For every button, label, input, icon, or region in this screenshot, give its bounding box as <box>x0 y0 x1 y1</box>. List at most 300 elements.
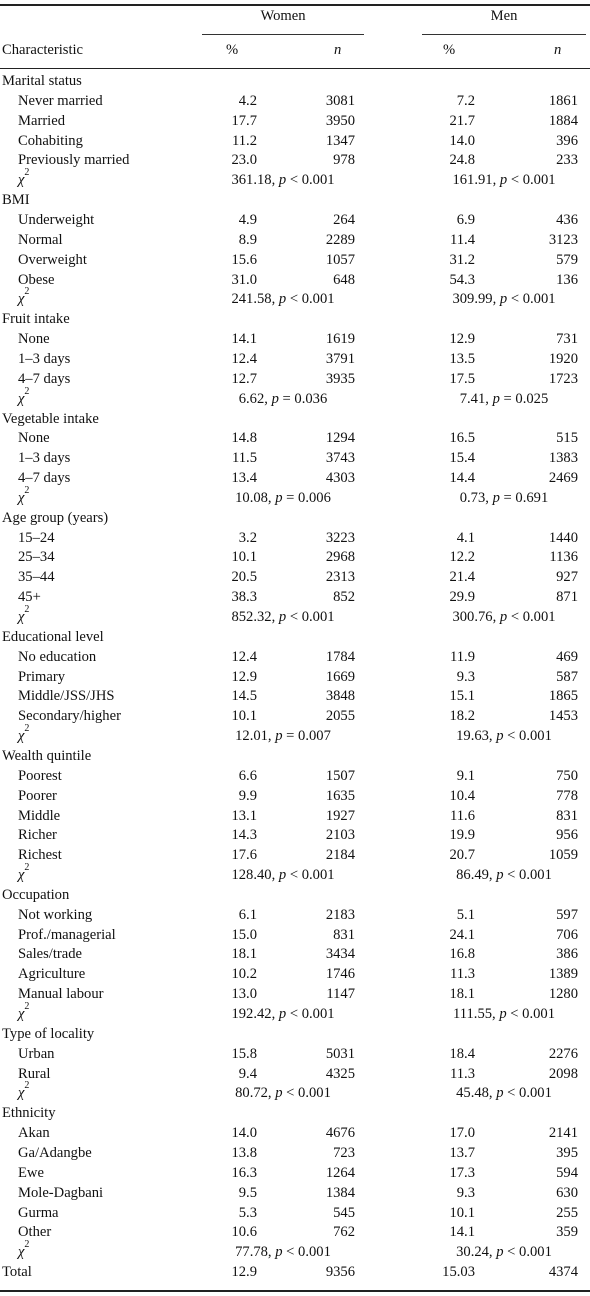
table-row <box>0 786 590 806</box>
table-row <box>0 270 590 290</box>
women-percent-cell: 38.3 <box>231 589 257 606</box>
men-n-cell: 3123 <box>548 231 578 248</box>
chi-square-symbol <box>18 286 30 309</box>
men-percent-cell: 20.7 <box>449 847 475 864</box>
men-percent-cell: 10.1 <box>449 1204 475 1221</box>
women-chi-square-stat: 80.72, p < 0.001 <box>235 1085 331 1102</box>
category-label: Type of locality <box>2 1025 95 1042</box>
women-chi-square-stat: 10.08, p = 0.006 <box>235 489 331 506</box>
men-n-cell: 2098 <box>548 1065 578 1082</box>
women-percent-cell: 9.9 <box>238 787 257 804</box>
men-percent-cell: 9.1 <box>456 767 475 784</box>
category-label: Fruit intake <box>2 311 70 328</box>
women-n-cell: 1264 <box>325 1164 355 1181</box>
chi-square-row <box>0 862 590 885</box>
men-percent-cell: 24.1 <box>449 926 475 943</box>
men-n-cell: 630 <box>556 1184 578 1201</box>
men-percent-cell: 18.4 <box>449 1045 475 1062</box>
table-row <box>0 944 590 964</box>
category-label: Vegetable intake <box>2 410 99 427</box>
men-n-cell: 594 <box>556 1164 578 1181</box>
row-label: Rural <box>18 1065 51 1082</box>
chi-square-row <box>0 1001 590 1024</box>
women-percent-cell: 14.5 <box>231 688 257 705</box>
chi-square-row <box>0 484 590 508</box>
row-label: Poorest <box>18 767 62 784</box>
table-row <box>0 150 590 170</box>
row-label: Never married <box>18 92 103 109</box>
row-label: Secondary/higher <box>18 708 121 725</box>
men-percent-cell: 12.9 <box>449 331 475 348</box>
men-percent-cell: 31.2 <box>449 251 475 268</box>
men-n-cell: 706 <box>556 926 578 943</box>
men-chi-square-stat: 19.63, p < 0.001 <box>456 728 552 745</box>
men-chi-square-stat: 7.41, p = 0.025 <box>459 390 549 407</box>
category-row <box>0 71 590 91</box>
table-row <box>0 428 590 448</box>
table-row <box>0 686 590 706</box>
table-row <box>0 766 590 786</box>
women-percent-cell: 15.0 <box>231 926 257 943</box>
women-n-cell: 831 <box>333 926 355 943</box>
women-percent-cell: 12.4 <box>231 350 257 367</box>
men-percent-cell: 54.3 <box>449 271 475 288</box>
chi-square-symbol <box>18 604 30 627</box>
women-percent-cell: 17.7 <box>231 112 257 129</box>
table-row <box>0 91 590 111</box>
women-n-cell: 1147 <box>326 986 355 1003</box>
women-n-cell: 545 <box>333 1204 355 1221</box>
category-label: Age group (years) <box>2 509 109 526</box>
row-label: Overweight <box>18 251 87 268</box>
men-n-cell: 136 <box>556 271 578 288</box>
row-label: 25–34 <box>18 549 55 566</box>
men-n-cell: 359 <box>556 1224 578 1241</box>
women-n-cell: 4325 <box>325 1065 355 1082</box>
chi-square-row <box>0 723 590 746</box>
women-n-cell: 1927 <box>325 807 355 824</box>
women-percent-cell: 12.4 <box>231 648 257 665</box>
women-percent-cell: 11.2 <box>232 132 257 149</box>
men-n-cell: 1280 <box>548 986 578 1003</box>
men-n-cell: 469 <box>556 648 578 665</box>
women-n-cell: 1294 <box>325 430 355 447</box>
row-label: Primary <box>18 668 66 685</box>
men-n-cell: 2141 <box>548 1125 578 1142</box>
chi-square-label: χ <box>18 489 25 506</box>
row-label: Middle/JSS/JHS <box>18 688 115 705</box>
men-n-cell: 778 <box>556 787 578 804</box>
chi-square-label: χ <box>18 609 25 625</box>
women-n-cell: 1784 <box>325 648 355 665</box>
men-percent-cell: 14.0 <box>449 132 475 149</box>
men-n-cell: 731 <box>556 331 578 348</box>
men-n-cell: 386 <box>556 946 578 963</box>
table-row <box>0 210 590 230</box>
women-percent-cell: 9.4 <box>238 1065 257 1082</box>
table-row <box>0 468 590 488</box>
table-bottom-rule <box>0 1290 590 1292</box>
category-row <box>0 508 590 528</box>
table-row <box>0 845 590 865</box>
chi-square-label: χ <box>18 867 25 883</box>
women-n-cell: 5031 <box>325 1045 355 1062</box>
table-row <box>0 984 590 1004</box>
row-label: 1–3 days <box>18 350 71 367</box>
men-percent-cell: 19.9 <box>449 827 475 844</box>
men-percent-cell: 15.4 <box>449 450 475 467</box>
chi-square-label: χ <box>18 1085 25 1102</box>
women-percent-cell: 14.1 <box>231 331 257 348</box>
men-percent-cell: 17.3 <box>449 1164 475 1181</box>
women-percent-cell: 9.5 <box>238 1184 257 1201</box>
chi-square-symbol <box>18 1080 30 1103</box>
women-percent-cell: 13.0 <box>231 986 257 1003</box>
women-percent-cell: 13.1 <box>231 807 257 824</box>
men-n-cell: 1059 <box>548 847 578 864</box>
women-percent-cell: 23.0 <box>231 152 257 169</box>
chi-square-symbol <box>18 862 30 885</box>
row-label: Manual labour <box>18 986 104 1003</box>
women-n-cell: 3935 <box>325 370 355 387</box>
chi-square-symbol <box>18 385 30 409</box>
women-n-cell: 1347 <box>325 132 355 149</box>
men-n-cell: 927 <box>556 569 578 586</box>
chi-square-symbol <box>18 723 30 746</box>
chi-square-exponent: 2 <box>24 167 30 179</box>
men-percent-cell: 14.1 <box>449 1224 475 1241</box>
women-n-cell: 762 <box>333 1224 355 1241</box>
women-n-cell: 9356 <box>325 1264 355 1280</box>
women-percent-cell: 6.6 <box>238 767 257 784</box>
row-label: No education <box>18 648 97 665</box>
men-chi-square-stat: 86.49, p < 0.001 <box>456 867 552 883</box>
category-row <box>0 1103 590 1123</box>
men-percent-cell: 4.1 <box>456 529 475 546</box>
table-row <box>0 806 590 826</box>
men-n-cell: 831 <box>556 807 578 824</box>
women-chi-square-stat: 852.32, p < 0.001 <box>231 609 335 625</box>
men-n-cell: 579 <box>556 251 578 268</box>
men-n-cell: 255 <box>556 1204 578 1221</box>
chi-square-exponent: 2 <box>24 862 30 873</box>
women-span-rule <box>202 34 364 35</box>
women-n-cell: 1746 <box>325 966 355 983</box>
men-n-header: n <box>554 42 562 58</box>
row-label: 35–44 <box>18 569 55 586</box>
men-chi-square-stat: 300.76, p < 0.001 <box>452 609 556 625</box>
women-percent-cell: 11.5 <box>232 450 257 467</box>
row-label: None <box>18 430 50 447</box>
men-n-cell: 515 <box>556 430 578 447</box>
men-percent-cell: 16.8 <box>449 946 475 963</box>
row-label: 15–24 <box>18 529 55 546</box>
women-n-cell: 2184 <box>325 847 355 864</box>
women-n-cell: 3223 <box>325 529 355 546</box>
table-row <box>0 1123 590 1143</box>
women-group-header: Women <box>260 8 306 24</box>
women-n-cell: 3791 <box>325 350 355 367</box>
row-label: Sales/trade <box>18 946 83 963</box>
men-percent-cell: 6.9 <box>456 212 475 228</box>
chi-square-exponent: 2 <box>24 604 30 615</box>
row-label: Other <box>18 1224 52 1241</box>
category-label: Marital status <box>2 73 82 89</box>
men-n-cell: 1383 <box>548 450 578 467</box>
men-n-cell: 1884 <box>548 112 578 129</box>
chi-square-row <box>0 1239 590 1262</box>
row-label: Married <box>18 112 66 129</box>
chi-square-exponent: 2 <box>24 723 30 735</box>
table-row <box>0 369 590 389</box>
women-n-cell: 3434 <box>325 946 355 963</box>
table-row <box>0 647 590 667</box>
men-percent-cell: 21.4 <box>449 569 475 586</box>
women-percent-cell: 18.1 <box>231 946 257 963</box>
men-percent-cell: 11.3 <box>450 1065 475 1082</box>
women-percent-cell: 14.0 <box>231 1125 257 1142</box>
chi-square-exponent: 2 <box>24 385 30 397</box>
category-label: Educational level <box>2 628 104 645</box>
men-n-cell: 4374 <box>548 1264 578 1280</box>
row-label: Gurma <box>18 1204 59 1221</box>
men-percent-cell: 13.7 <box>449 1144 475 1161</box>
women-n-cell: 2055 <box>325 708 355 725</box>
characteristic-column-header: Characteristic <box>2 42 84 58</box>
category-label: BMI <box>2 192 30 209</box>
men-n-cell: 233 <box>556 152 578 169</box>
chi-square-symbol <box>18 1239 30 1262</box>
row-label: Prof./managerial <box>18 926 116 943</box>
row-label: Not working <box>18 906 93 923</box>
women-percent-cell: 13.8 <box>231 1144 257 1161</box>
total-label: Total <box>2 1264 32 1280</box>
chi-square-symbol <box>18 167 30 190</box>
women-percent-cell: 12.9 <box>231 668 257 685</box>
women-percent-cell: 15.6 <box>231 251 257 268</box>
men-chi-square-stat: 45.48, p < 0.001 <box>456 1085 552 1102</box>
row-label: Mole-Dagbani <box>18 1184 104 1201</box>
row-label: Akan <box>18 1125 50 1142</box>
women-chi-square-stat: 12.01, p = 0.007 <box>235 728 331 745</box>
category-label: Wealth quintile <box>2 747 92 764</box>
men-percent-cell: 11.3 <box>450 966 475 983</box>
women-n-cell: 4303 <box>325 470 355 486</box>
category-row <box>0 409 590 429</box>
men-n-cell: 395 <box>556 1144 578 1161</box>
row-label: 4–7 days <box>18 470 71 486</box>
women-percent-cell: 16.3 <box>231 1164 257 1181</box>
men-percent-header: % <box>443 42 456 58</box>
men-n-cell: 1920 <box>548 350 578 367</box>
women-percent-cell: 4.2 <box>238 92 257 109</box>
women-percent-cell: 13.4 <box>231 470 257 486</box>
men-chi-square-stat: 161.91, p < 0.001 <box>452 172 556 189</box>
men-percent-cell: 11.6 <box>450 807 475 824</box>
chi-square-row <box>0 286 590 309</box>
women-n-cell: 2289 <box>325 231 355 248</box>
men-n-cell: 1723 <box>548 370 578 387</box>
men-chi-square-stat: 30.24, p < 0.001 <box>456 1244 552 1261</box>
chi-square-exponent: 2 <box>24 1001 30 1012</box>
women-n-cell: 2968 <box>325 549 355 566</box>
women-percent-cell: 15.8 <box>231 1045 257 1062</box>
women-percent-cell: 12.7 <box>231 370 257 387</box>
women-n-header: n <box>334 42 342 58</box>
table-row <box>0 1143 590 1163</box>
table-row <box>0 111 590 131</box>
row-label: 4–7 days <box>18 370 71 387</box>
women-n-cell: 2103 <box>325 827 355 844</box>
men-n-cell: 871 <box>556 589 578 606</box>
table-row <box>0 567 590 587</box>
men-percent-cell: 11.4 <box>450 231 475 248</box>
women-percent-cell: 31.0 <box>231 271 257 288</box>
women-n-cell: 2313 <box>325 569 355 586</box>
chi-square-label: χ <box>18 728 25 745</box>
men-percent-cell: 29.9 <box>449 589 475 606</box>
women-percent-cell: 10.2 <box>231 966 257 983</box>
women-n-cell: 1635 <box>325 787 355 804</box>
men-n-cell: 1389 <box>548 966 578 983</box>
men-n-cell: 436 <box>556 212 578 228</box>
row-label: Richest <box>18 847 62 864</box>
women-n-cell: 723 <box>333 1144 355 1161</box>
chi-square-label: χ <box>18 1244 25 1261</box>
category-row <box>0 885 590 905</box>
men-percent-cell: 16.5 <box>449 430 475 447</box>
women-percent-cell: 10.1 <box>231 708 257 725</box>
women-percent-cell: 8.9 <box>238 231 257 248</box>
chi-square-label: χ <box>18 172 25 189</box>
header-rule <box>0 68 590 69</box>
men-percent-cell: 24.8 <box>449 152 475 169</box>
chi-square-exponent: 2 <box>24 1239 30 1251</box>
women-n-cell: 1507 <box>325 767 355 784</box>
row-label: Ewe <box>18 1164 44 1181</box>
women-n-cell: 1384 <box>325 1184 355 1201</box>
men-group-header: Men <box>490 8 518 24</box>
women-percent-cell: 3.2 <box>238 529 257 546</box>
women-percent-cell: 14.3 <box>231 827 257 844</box>
women-n-cell: 3743 <box>325 450 355 467</box>
men-n-cell: 956 <box>556 827 578 844</box>
men-percent-cell: 11.9 <box>450 648 475 665</box>
men-n-cell: 2276 <box>548 1045 578 1062</box>
table-row <box>0 825 590 845</box>
category-row <box>0 309 590 329</box>
men-percent-cell: 12.2 <box>449 549 475 566</box>
table-row <box>0 706 590 726</box>
women-n-cell: 4676 <box>325 1125 355 1142</box>
row-label: Agriculture <box>18 966 86 983</box>
row-label: Middle <box>18 807 61 824</box>
row-label: Normal <box>18 231 63 248</box>
women-n-cell: 3081 <box>325 92 355 109</box>
table-row <box>0 905 590 925</box>
men-n-cell: 396 <box>556 132 578 149</box>
row-label: Underweight <box>18 212 95 228</box>
table-row <box>0 587 590 607</box>
women-chi-square-stat: 128.40, p < 0.001 <box>231 867 335 883</box>
men-n-cell: 1861 <box>548 92 578 109</box>
chi-square-label: χ <box>18 390 25 407</box>
men-percent-cell: 7.2 <box>456 92 475 109</box>
women-percent-cell: 14.8 <box>231 430 257 447</box>
chi-square-row <box>0 167 590 190</box>
men-percent-cell: 9.3 <box>456 668 475 685</box>
men-chi-square-stat: 309.99, p < 0.001 <box>452 291 556 308</box>
women-percent-cell: 10.6 <box>231 1224 257 1241</box>
men-percent-cell: 15.03 <box>442 1264 475 1280</box>
women-percent-cell: 4.9 <box>238 212 257 228</box>
total-row <box>0 1262 590 1282</box>
table-row <box>0 1163 590 1183</box>
table-row <box>0 1222 590 1242</box>
women-n-cell: 3848 <box>325 688 355 705</box>
table-row <box>0 547 590 567</box>
row-label: Richer <box>18 827 57 844</box>
table-row <box>0 329 590 349</box>
table-row <box>0 1203 590 1223</box>
men-n-cell: 750 <box>556 767 578 784</box>
women-chi-square-stat: 6.62, p = 0.036 <box>238 390 328 407</box>
women-chi-square-stat: 361.18, p < 0.001 <box>231 172 335 189</box>
table-row <box>0 230 590 250</box>
category-label: Occupation <box>2 886 70 903</box>
women-n-cell: 648 <box>333 271 355 288</box>
men-percent-cell: 9.3 <box>456 1184 475 1201</box>
women-n-cell: 3950 <box>325 112 355 129</box>
women-percent-header: % <box>226 42 239 58</box>
chi-square-exponent: 2 <box>24 484 30 496</box>
row-label: Obese <box>18 271 55 288</box>
table-row <box>0 250 590 270</box>
women-percent-cell: 10.1 <box>231 549 257 566</box>
chi-square-symbol <box>18 1001 30 1024</box>
women-percent-cell: 6.1 <box>238 906 257 923</box>
men-n-cell: 2469 <box>548 470 578 486</box>
women-n-cell: 1057 <box>325 251 355 268</box>
chi-square-exponent: 2 <box>24 1080 30 1092</box>
row-label: Urban <box>18 1045 55 1062</box>
men-percent-cell: 17.5 <box>449 370 475 387</box>
men-percent-cell: 5.1 <box>456 906 475 923</box>
table-row <box>0 131 590 151</box>
table-top-rule <box>0 4 590 6</box>
row-label: 1–3 days <box>18 450 71 467</box>
table-row <box>0 448 590 468</box>
men-percent-cell: 15.1 <box>449 688 475 705</box>
women-n-cell: 1669 <box>325 668 355 685</box>
women-chi-square-stat: 241.58, p < 0.001 <box>231 291 335 308</box>
men-percent-cell: 17.0 <box>449 1125 475 1142</box>
table-row <box>0 528 590 548</box>
men-percent-cell: 10.4 <box>449 787 475 804</box>
chi-square-label: χ <box>18 291 25 308</box>
women-chi-square-stat: 77.78, p < 0.001 <box>235 1244 331 1261</box>
row-label: 45+ <box>18 589 41 606</box>
women-percent-cell: 5.3 <box>238 1204 257 1221</box>
women-n-cell: 2183 <box>325 906 355 923</box>
men-n-cell: 1453 <box>548 708 578 725</box>
chi-square-symbol <box>18 484 30 508</box>
chi-square-row <box>0 604 590 627</box>
chi-square-exponent: 2 <box>24 286 30 298</box>
row-label: Ga/Adangbe <box>18 1144 92 1161</box>
row-label: Cohabiting <box>18 132 83 149</box>
category-row <box>0 746 590 766</box>
